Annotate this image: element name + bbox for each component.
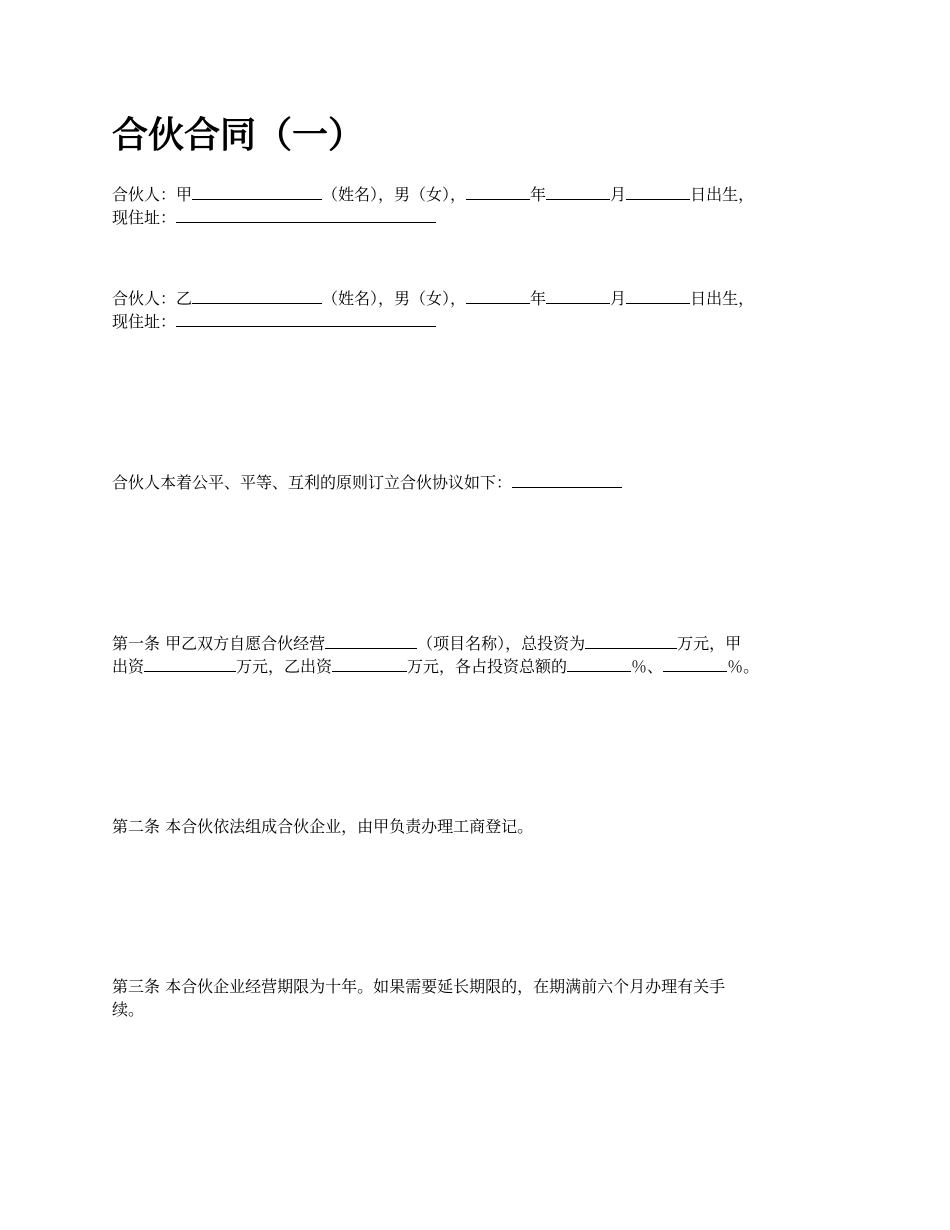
preamble-text: 合伙人本着公平、平等、互利的原则订立合伙协议如下： [112, 473, 513, 492]
partner-a-name-blank[interactable] [192, 181, 322, 200]
partner-a-name-note: （姓名），男（女）， [322, 185, 467, 204]
article-1-part-2: （项目名称），总投资为 [417, 634, 586, 653]
preamble-line [112, 469, 832, 492]
partner-b-address-label: 现住址： [112, 312, 177, 331]
partner-b-day-blank[interactable] [626, 285, 690, 304]
article-1 [112, 630, 832, 676]
article-2-text: 第二条 本合伙依法组成合伙企业，由甲负责办理工商登记。 [112, 817, 534, 836]
partner-a-day-label: 日出生， [690, 185, 755, 204]
partner-a-address-line [112, 204, 832, 227]
page-title: 合伙合同（一） [112, 115, 365, 156]
partner-b-line [112, 285, 832, 308]
preamble-block [112, 469, 832, 492]
partner-a-address-blank[interactable] [176, 204, 436, 223]
partner-a-day-blank[interactable] [626, 181, 690, 200]
article-1-line-2 [112, 653, 832, 676]
article-1-part-6: 万元，各占投资总额的 [407, 657, 568, 676]
partner-a-block [112, 181, 832, 227]
partner-a-address-label: 现住址： [112, 208, 177, 227]
partner-b-month-blank[interactable] [546, 285, 610, 304]
total-investment-blank[interactable] [585, 630, 677, 649]
article-1-part-1: 第一条 甲乙双方自愿合伙经营 [112, 634, 326, 653]
article-3 [112, 975, 832, 1021]
article-1-line-1 [112, 630, 832, 653]
article-1-part-4: 出资 [112, 657, 145, 676]
partner-a-year-blank[interactable] [466, 181, 530, 200]
preamble-blank[interactable] [512, 469, 622, 488]
partner-a-share-blank[interactable] [567, 653, 631, 672]
partner-b-name-blank[interactable] [192, 285, 322, 304]
partner-a-year-label: 年 [530, 185, 547, 204]
partner-a-investment-blank[interactable] [144, 653, 236, 672]
article-1-part-3: 万元，甲 [677, 634, 742, 653]
partner-b-block [112, 285, 832, 331]
article-2 [112, 815, 832, 838]
partner-a-month-blank[interactable] [546, 181, 610, 200]
article-3-line-1: 第三条 本合伙企业经营期限为十年。如果需要延长期限的，在期满前六个月办理有关手 [112, 977, 726, 996]
article-3-line-2: 续。 [112, 1000, 145, 1019]
partner-b-year-label: 年 [530, 289, 547, 308]
partner-b-month-label: 月 [610, 289, 627, 308]
partner-b-investment-blank[interactable] [332, 653, 407, 672]
partner-b-address-line [112, 308, 832, 331]
partner-b-day-label: 日出生， [690, 289, 755, 308]
partner-a-month-label: 月 [610, 185, 627, 204]
partner-a-line [112, 181, 832, 204]
partner-b-address-blank[interactable] [176, 308, 436, 327]
project-name-blank[interactable] [325, 630, 417, 649]
partner-b-share-blank[interactable] [663, 653, 727, 672]
partner-b-name-note: （姓名），男（女）， [322, 289, 467, 308]
partner-b-prefix: 合伙人：乙 [112, 289, 193, 308]
partner-a-prefix: 合伙人：甲 [112, 185, 193, 204]
partner-b-year-blank[interactable] [466, 285, 530, 304]
article-1-part-7: ％、 [631, 657, 664, 676]
article-1-part-8: ％。 [727, 657, 760, 676]
article-1-part-5: 万元，乙出资 [236, 657, 333, 676]
